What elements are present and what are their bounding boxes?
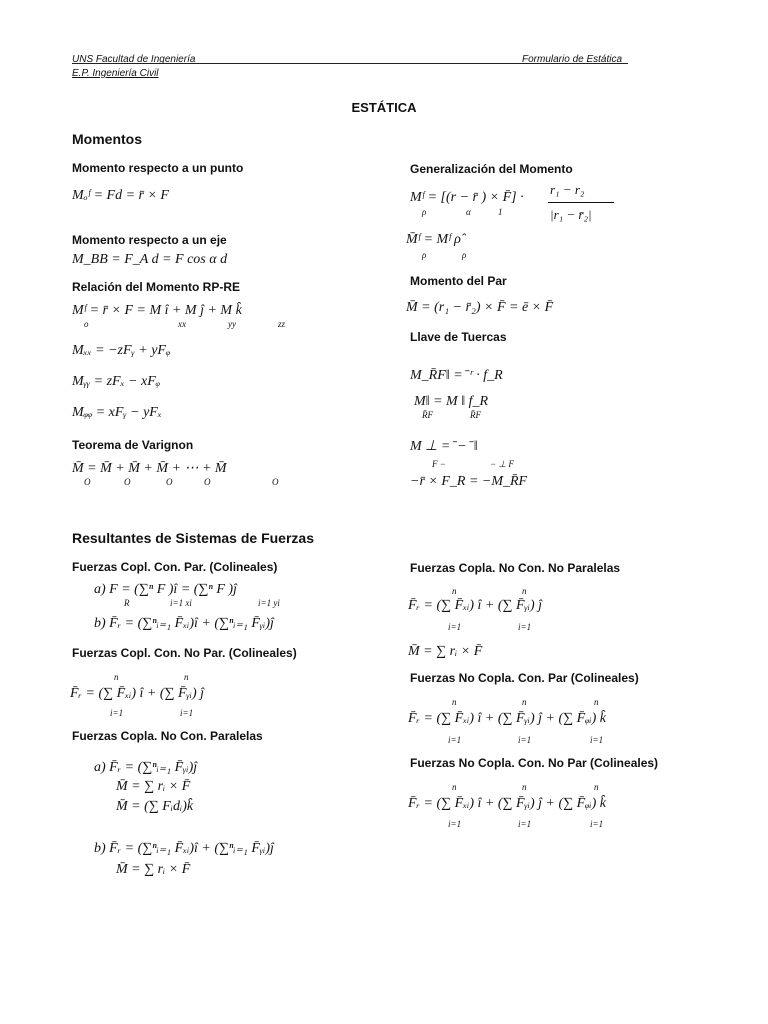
eq-copl-con-par-b: b) F̄ᵣ = (∑ⁿᵢ₌₁ F̄ₓᵢ)î + (∑ⁿᵢ₌₁ F̄ᵧᵢ)ĵ	[94, 616, 274, 631]
label-no-copla-con-no-par: Fuerzas No Copla. Con. No Par (Colineales)	[410, 756, 659, 770]
eq-copl-con-no-par-sup-1: n	[114, 672, 119, 682]
eq-copl-con-no-par: F̄ᵣ = (∑ F̄ₓᵢ) î + (∑ F̄ᵧᵢ) ĵ	[70, 686, 205, 701]
label-generalizacion: Generalización del Momento	[410, 162, 573, 176]
page-title: ESTÁTICA	[351, 100, 417, 115]
eq-no-copla-con-no-par-sub-2: i=1	[518, 819, 532, 829]
label-copl-con-par: Fuerzas Copl. Con. Par. (Colineales)	[72, 560, 278, 574]
eq-llave-2-sub-1: R̄F	[422, 410, 433, 420]
label-copla-no-con-paralelas: Fuerzas Copla. No Con. Paralelas	[72, 729, 263, 743]
label-momento-punto: Momento respecto a un punto	[72, 161, 244, 175]
eq-rpre-1-sub-yy: yy	[228, 319, 236, 329]
eq-no-copla-con-no-par: F̄ᵣ = (∑ F̄ₓᵢ) î + (∑ F̄ᵧᵢ) ĵ + (∑ F̄ᵩᵢ) k̂	[408, 796, 607, 811]
eq-varignon-sub-1: O	[84, 477, 91, 487]
header-rule	[72, 63, 628, 64]
label-momento-par: Momento del Par	[410, 274, 507, 288]
label-varignon: Teorema de Varignon	[72, 438, 194, 452]
label-momento-eje: Momento respecto a un eje	[72, 233, 227, 247]
eq-generalizacion-sub-rho: ρ	[422, 207, 427, 217]
eq-copl-con-no-par-sub-1: i=1	[110, 708, 124, 718]
eq-generalizacion-2: M̄ᶠ = Mᶠ ρ̂	[406, 232, 461, 247]
eq-llave-2: M‖ = M ‖ f_R	[414, 394, 489, 409]
eq-varignon-sub-4: O	[204, 477, 211, 487]
eq-llave-1: M_R̄F‖ = ̄ ʳ · f_R	[410, 368, 503, 383]
eq-generalizacion-denominator: |r₁ − r̄₂|	[550, 207, 592, 222]
label-llave-tuercas: Llave de Tuercas	[410, 330, 507, 344]
eq-generalizacion-sub-alpha: α	[466, 207, 471, 217]
header-faculty: UNS Facultad de Ingeniería	[72, 54, 196, 65]
eq-no-copla-con-par-sup-2: n	[522, 697, 527, 707]
eq-copla-no-con-no-par: F̄ᵣ = (∑ F̄ₓᵢ) î + (∑ F̄ᵧᵢ) ĵ	[408, 598, 543, 613]
eq-copla-no-con-no-par-2: M̄ = ∑ rᵢ × F̄	[408, 644, 483, 659]
eq-copla-no-con-par-b1: b) F̄ᵣ = (∑ⁿᵢ₌₁ F̄ₓᵢ)î + (∑ⁿᵢ₌₁ F̄ᵧᵢ)ĵ	[94, 841, 274, 856]
section-momentos: Momentos	[72, 131, 142, 147]
eq-llave-3-sub-2: − ⊥ F	[490, 459, 514, 469]
section-resultantes: Resultantes de Sistemas de Fuerzas	[72, 530, 314, 546]
header-school: E.P. Ingeniería Civil	[72, 68, 159, 79]
eq-copl-con-par-a-sub-y: i=1 yi	[258, 598, 280, 608]
eq-llave-2-sub-2: R̄F	[470, 410, 481, 420]
eq-no-copla-con-no-par-sub-3: i=1	[590, 819, 604, 829]
eq-rpre-3: Mᵧᵧ = zFₓ − xFᵩ	[72, 374, 161, 389]
eq-rpre-1-sub-zz: zz	[278, 319, 286, 329]
eq-no-copla-con-no-par-sup-1: n	[452, 782, 457, 792]
eq-no-copla-con-par-sup-1: n	[452, 697, 457, 707]
eq-copla-no-con-no-par-sup-1: n	[452, 586, 457, 596]
eq-no-copla-con-no-par-sup-2: n	[522, 782, 527, 792]
eq-llave-4: −r̄ × F_R = −M_R̄F	[410, 474, 528, 489]
eq-no-copla-con-par-sub-1: i=1	[448, 735, 462, 745]
eq-copla-no-con-no-par-sub-1: i=1	[448, 622, 462, 632]
eq-copl-con-par-a: a) F = (∑ⁿ F )î = (∑ⁿ F )ĵ	[94, 582, 237, 597]
eq-llave-3: M ⊥ = ̄ − ̄ ‖	[410, 439, 478, 454]
eq-no-copla-con-par: F̄ᵣ = (∑ F̄ₓᵢ) î + (∑ F̄ᵧᵢ) ĵ + (∑ F̄ᵩᵢ) k̂	[408, 711, 607, 726]
header-doc-title: Formulario de Estática	[522, 54, 623, 65]
eq-rpre-1-sub-o: o	[84, 319, 89, 329]
eq-copla-no-con-par-a3: M̄ = (∑ Fᵢdᵢ)k̂	[116, 799, 194, 814]
eq-generalizacion-sub-1: 1	[498, 207, 503, 217]
eq-copla-no-con-no-par-sub-2: i=1	[518, 622, 532, 632]
eq-copl-con-no-par-sub-2: i=1	[180, 708, 194, 718]
eq-momento-eje: M_BB = F_A d = F cos α d	[72, 252, 228, 267]
eq-copla-no-con-par-a2: M̄ = ∑ rᵢ × F̄	[116, 779, 191, 794]
eq-rpre-1-sub-xx: xx	[178, 319, 186, 329]
eq-copl-con-no-par-sup-2: n	[184, 672, 189, 682]
eq-momento-par: M̄ = (r₁ − r̄₂) × F̄ = ē × F̄	[406, 300, 554, 315]
eq-varignon-sub-5: O	[272, 477, 279, 487]
fraction-bar	[548, 202, 614, 203]
eq-copla-no-con-par-a1: a) F̄ᵣ = (∑ⁿᵢ₌₁ F̄ᵧᵢ)ĵ	[94, 760, 198, 775]
eq-copl-con-par-a-sub-r: R	[124, 598, 130, 608]
eq-copl-con-par-a-sub-x: i=1 xi	[170, 598, 192, 608]
eq-generalizacion: Mᶠ = [(r − r̄ ) × F̄] ·	[410, 190, 524, 205]
label-no-copla-con-par: Fuerzas No Copla. Con. Par (Colineales)	[410, 671, 639, 685]
eq-no-copla-con-no-par-sub-1: i=1	[448, 819, 462, 829]
label-copl-con-no-par: Fuerzas Copl. Con. No Par. (Colineales)	[72, 646, 297, 660]
eq-no-copla-con-par-sub-2: i=1	[518, 735, 532, 745]
label-copla-no-con-no-paralelas: Fuerzas Copla. No Con. No Paralelas	[410, 561, 621, 575]
eq-generalizacion-2-sub-1: ρ	[422, 250, 427, 260]
eq-momento-punto: Mₒᶠ = Fd = r̄ × F	[72, 188, 169, 203]
eq-no-copla-con-par-sup-3: n	[594, 697, 599, 707]
eq-varignon-sub-3: O	[166, 477, 173, 487]
eq-varignon-sub-2: O	[124, 477, 131, 487]
eq-rpre-4: Mᵩᵩ = xFᵧ − yFₓ	[72, 405, 162, 420]
eq-copla-no-con-par-b2: M̄ = ∑ rᵢ × F̄	[116, 862, 191, 877]
eq-generalizacion-numerator: r₁ − r₂	[550, 182, 585, 197]
eq-rpre-2: Mₓₓ = −zFᵧ + yFᵩ	[72, 343, 171, 358]
label-rpre: Relación del Momento RP-RE	[72, 280, 241, 294]
eq-no-copla-con-no-par-sup-3: n	[594, 782, 599, 792]
eq-generalizacion-2-sub-2: ρ	[462, 250, 467, 260]
eq-no-copla-con-par-sub-3: i=1	[590, 735, 604, 745]
eq-llave-3-sub-1: F −	[432, 459, 446, 469]
eq-copla-no-con-no-par-sup-2: n	[522, 586, 527, 596]
eq-rpre-1: Mᶠ = r̄ × F = M î + M ĵ + M k̂	[72, 303, 242, 318]
eq-varignon: M̄ = M̄ + M̄ + M̄ + ⋯ + M̄	[72, 461, 227, 476]
